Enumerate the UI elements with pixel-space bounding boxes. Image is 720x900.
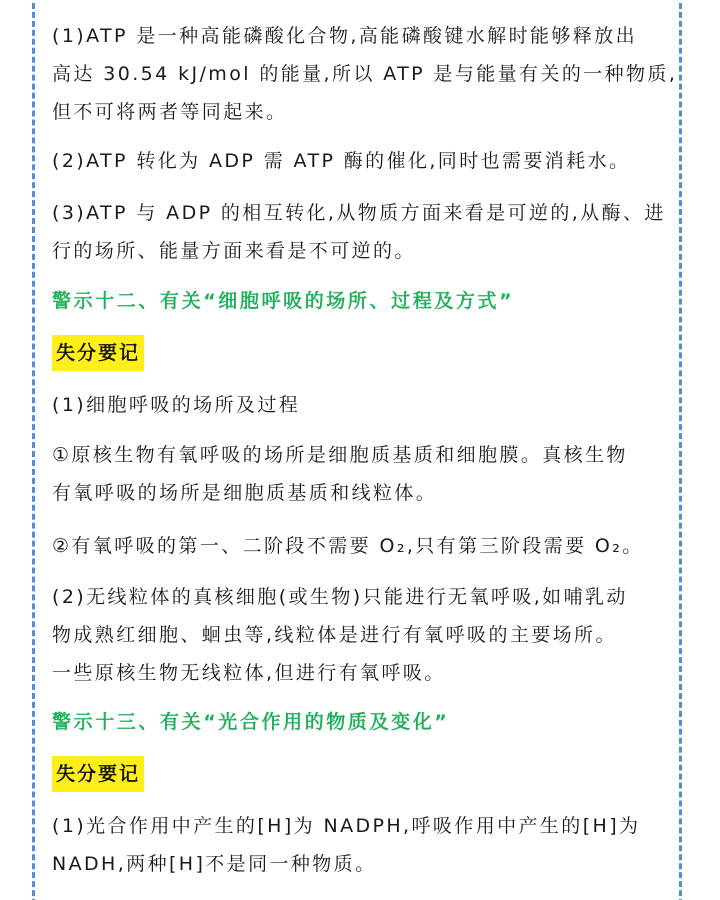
text-line: (1)细胞呼吸的场所及过程 — [52, 394, 301, 416]
highlight-label: 失分要记 — [52, 756, 144, 792]
text-line: 有氧呼吸的场所是细胞质基质和线粒体。 — [52, 482, 438, 504]
text-line: NADH,两种[H]不是同一种物质。 — [52, 853, 377, 875]
text-line: (1)光合作用中产生的[H]为 NADPH,呼吸作用中产生的[H]为 — [52, 815, 641, 837]
text-line: 高达 30.54 kJ/mol 的能量,所以 ATP 是与能量有关的一种物质, — [52, 63, 678, 85]
text-line: (2)ATP 转化为 ADP 需 ATP 酶的催化,同时也需要消耗水。 — [52, 150, 631, 172]
text-line: ①原核生物有氧呼吸的场所是细胞质基质和细胞膜。真核生物 — [52, 444, 628, 466]
text-line: 物成熟红细胞、蛔虫等,线粒体是进行有氧呼吸的主要场所。 — [52, 624, 617, 646]
text-line: 一些原核生物无线粒体,但进行有氧呼吸。 — [52, 662, 446, 684]
text-line: (2)无线粒体的真核细胞(或生物)只能进行无氧呼吸,如哺乳动 — [52, 586, 628, 608]
section-heading: 警示十二、有关“细胞呼吸的场所、过程及方式” — [52, 290, 515, 312]
text-line: ②有氧呼吸的第一、二阶段不需要 O₂,只有第三阶段需要 O₂。 — [52, 535, 644, 557]
section-heading: 警示十三、有关“光合作用的物质及变化” — [52, 711, 450, 733]
highlight-label: 失分要记 — [52, 335, 144, 371]
text-line: (3)ATP 与 ADP 的相互转化,从物质方面来看是可逆的,从酶、进 — [52, 202, 666, 224]
text-line: 行的场所、能量方面来看是不可逆的。 — [52, 240, 416, 262]
text-line: 但不可将两者等同起来。 — [52, 101, 288, 123]
text-line: (1)ATP 是一种高能磷酸化合物,高能磷酸键水解时能够释放出 — [52, 25, 637, 47]
